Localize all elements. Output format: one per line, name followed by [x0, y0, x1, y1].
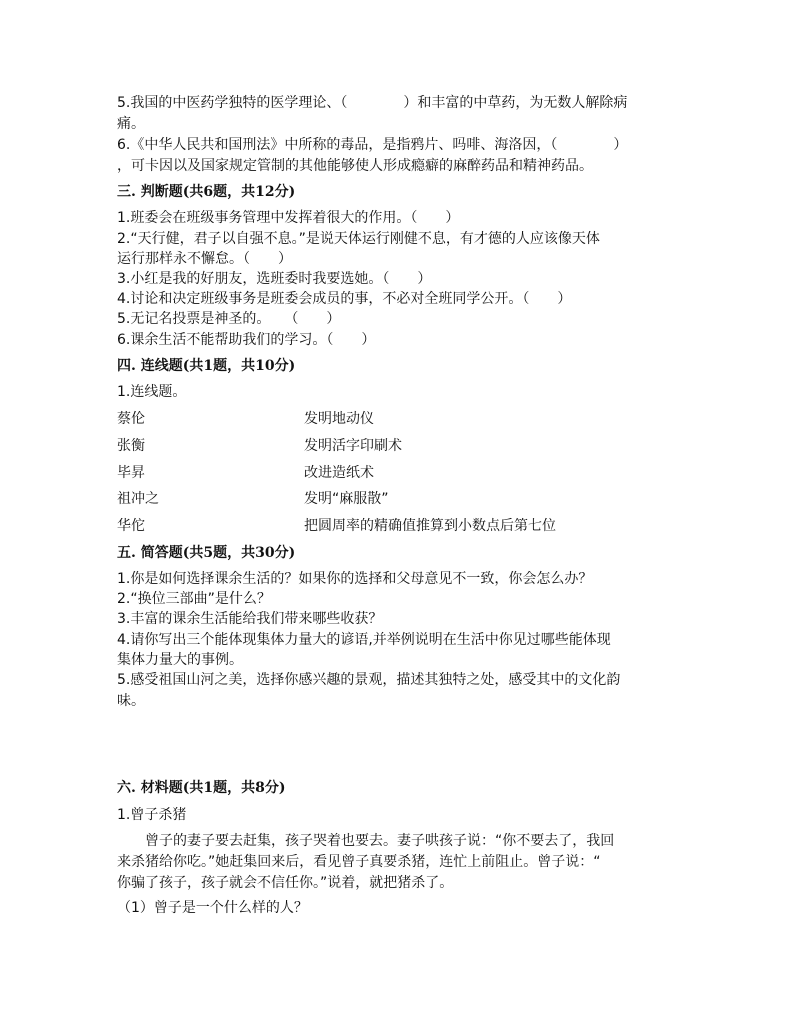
match-left-item: 祖冲之 — [117, 491, 159, 507]
short-heading: 五. 简答题(共5题，共30分) — [117, 545, 296, 561]
match-right-item: 发明活字印刷术 — [304, 438, 402, 454]
match-left-item: 毕昇 — [117, 465, 145, 481]
match-right-item: 发明地动仪 — [304, 411, 374, 427]
judge-q3: 3.小红是我的好朋友，选班委时我要选她。（ ） — [117, 271, 432, 287]
short-q5-line2: 味。 — [117, 693, 145, 709]
material-paragraph-line1: 曾子的妻子要去赶集，孩子哭着也要去。妻子哄孩子说：“你不要去了，我回 — [117, 833, 615, 849]
judge-heading: 三. 判断题(共6题，共12分) — [117, 184, 296, 200]
short-q4-line2: 集体力量大的事例。 — [117, 652, 243, 668]
short-q1: 1.你是如何选择课余生活的？如果你的选择和父母意见不一致，你会怎么办？ — [117, 571, 593, 587]
judge-q2-line1: 2.“天行健，君子以自强不息。”是说天体运行刚健不息，有才德的人应该像天体 — [117, 231, 600, 247]
judge-q6: 6.课余生活不能帮助我们的学习。（ ） — [117, 332, 376, 348]
match-q1: 1.连线题。 — [117, 384, 187, 400]
material-sub-question-1: （1）曾子是一个什么样的人？ — [117, 900, 308, 916]
judge-q2-line2: 运行那样永不懈怠。（ ） — [117, 251, 292, 267]
fill-q6-line1: 6.《中华人民共和国刑法》中所称的毒品，是指鸦片、吗啡、海洛因，（ ） — [117, 137, 628, 153]
short-q3: 3.丰富的课余生活能给我们带来哪些收获？ — [117, 611, 383, 627]
judge-q1: 1.班委会在班级事务管理中发挥着很大的作用。（ ） — [117, 210, 460, 226]
match-left-item: 张衡 — [117, 438, 145, 454]
match-right-item: 把圆周率的精确值推算到小数点后第七位 — [304, 518, 556, 534]
match-right-item: 发明“麻服散” — [304, 491, 389, 507]
material-title: 1.曾子杀猪 — [117, 807, 187, 823]
fill-q5-line1: 5.我国的中医药学独特的医学理论、（ ）和丰富的中草药，为无数人解除病 — [117, 95, 628, 111]
fill-q6-line2: ，可卡因以及国家规定管制的其他能够使人形成瘾癖的麻醉药品和精神药品。 — [117, 158, 593, 174]
short-q5-line1: 5.感受祖国山河之美，选择你感兴趣的景观，描述其独特之处，感受其中的文化韵 — [117, 672, 621, 688]
judge-q5: 5.无记名投票是神圣的。 （ ） — [117, 311, 341, 327]
match-left-item: 蔡伦 — [117, 411, 145, 427]
material-paragraph-line3: 你骗了孩子，孩子就会不信任你。”说着，就把猪杀了。 — [117, 875, 454, 891]
match-right-item: 改进造纸术 — [304, 465, 374, 481]
material-heading: 六. 材料题(共1题，共8分) — [117, 780, 286, 796]
short-q2: 2.“换位三部曲”是什么？ — [117, 591, 271, 607]
match-heading: 四. 连线题(共1题，共10分) — [117, 358, 296, 374]
judge-q4: 4.讨论和决定班级事务是班委会成员的事，不必对全班同学公开。（ ） — [117, 291, 572, 307]
material-paragraph-line2: 来杀猪给你吃。”她赶集回来后，看见曾子真要杀猪，连忙上前阻止。曾子说：“ — [117, 854, 601, 870]
fill-q5-line2: 痛。 — [117, 116, 145, 132]
short-q4-line1: 4.请你写出三个能体现集体力量大的谚语,并举例说明在生活中你见过哪些能体现 — [117, 632, 611, 648]
match-left-item: 华佗 — [117, 518, 145, 534]
